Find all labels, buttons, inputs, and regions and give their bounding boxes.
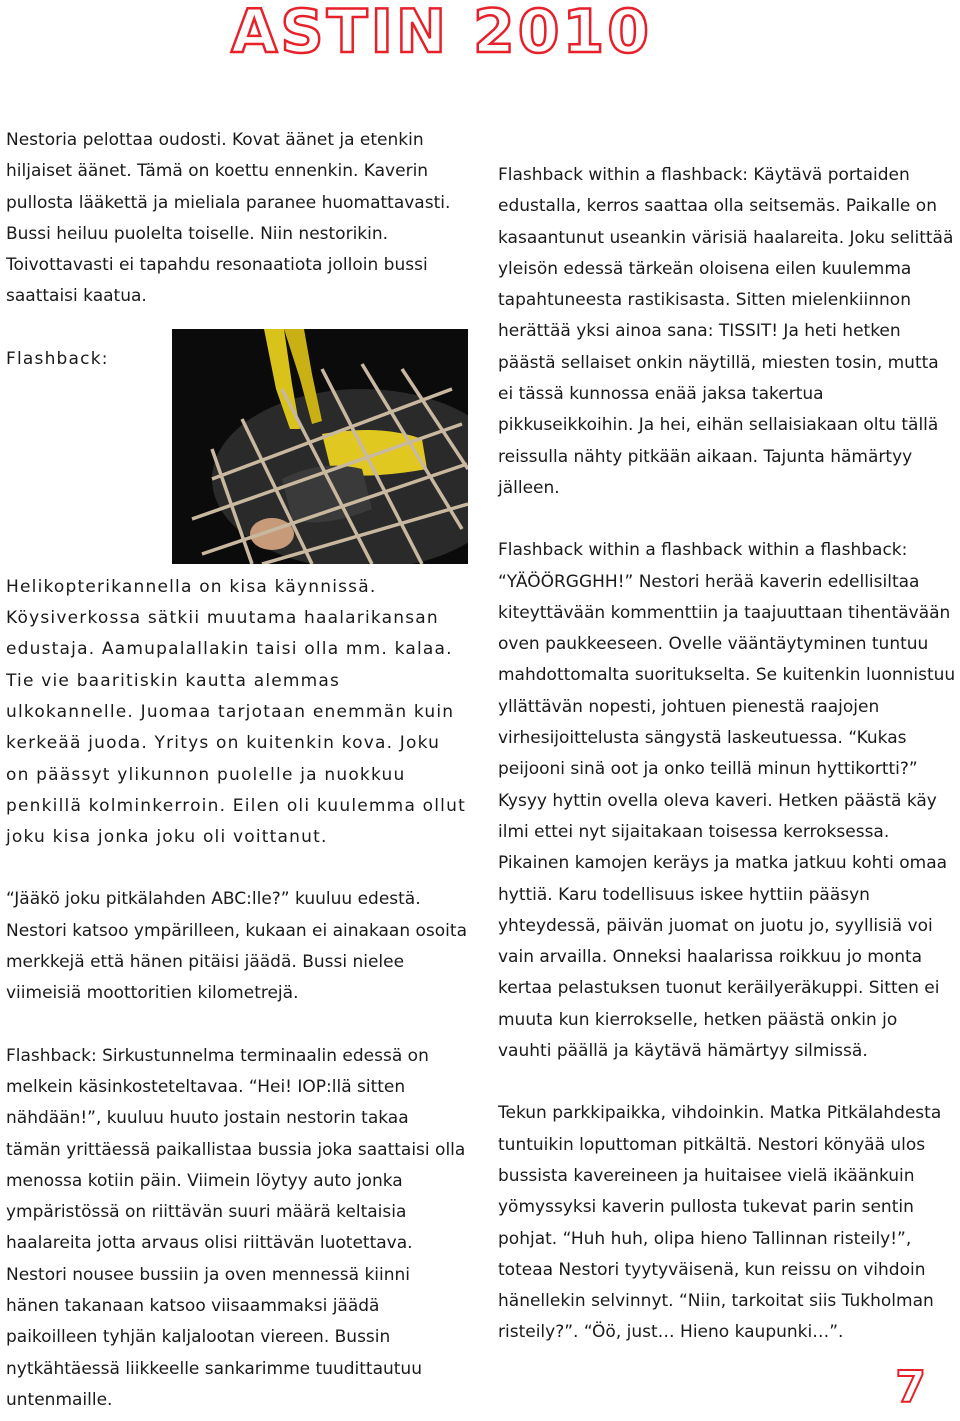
right-column [498, 160, 956, 1349]
page-title: ASTIN 2010 [231, 0, 652, 67]
page-number: 7 [895, 1362, 926, 1413]
paragraph-flashback-terminaali: Flashback: Sirkustunnelma terminaalin edessä on melkein käsinkosteteltavaa. “Hei! IOP:llä sitten nähdään!”, kuuluu huuto jostain nestorin takaa tämän yrittäessä paikallistaa bussia joka saattaisi olla menossa kotiin päin. Viimein löytyy auto jonka ympäristössä on riittävän suuri määrä keltaisia haalareita jotta arvaus olisi riittävän luotettava. Nestori nousee bussiin ja oven mennessä kiinni hänen takanaan katsoo viisaammaksi jäädä paikoilleen tyhjän kaljalootan viereen. Bussin nytkähtäessä liikkeelle sankarimme tuudittautuu untenmaille. [6, 1045, 466, 1410]
paragraph-tekun-parkkipaikka: Tekun parkkipaikka, vihdoinkin. Matka Pitkälahdesta tuntuikin loputtoman pitkältä. Nestori könyää ulos bussista kavereineen ja huitaisee vielä ikäänkuin yömyssyksi kaverin pullosta tukevat parin sentin pohjat. “Huh huh, olipa hieno Tallinnan risteily!”, toteaa Nestori tyytyväisenä, kun reissu on vihdoin hänellekin selvinnyt. “Niin, tarkoitat siis Tukholman risteily?”. “Öö, just… Hieno kaupunki…”. [498, 1103, 942, 1343]
rope-net-illustration [172, 329, 468, 564]
left-column [6, 125, 468, 1416]
paragraph-flashback-hytti: Flashback within a flashback within a flashback: “YÄÖÖRGGHH!” Nestori herää kaverin edellisiltaa kiteyttävään kommenttiin ja taajuuttaan tihentävään oven paukkeeseen. Ovelle vääntäytyminen tuntuu mahdottomalta suoritukselta. Se kuitenkin luonnistuu yllättävän nopesti, johtuen pienestä raajojen virhesijoittelusta sängystä laskeutuessa. “Kukas peijooni sinä oot ja onko teillä minun hyttikortti?” Kysyy hyttin ovella oleva kaveri. Hetken päästä käy ilmi ettei nyt sijaitakaan toisessa kerroksessa. Pikainen kamojen keräys ja matka jatkuu kohti omaa hyttiä. Karu todellisuus iskee hyttiin pääsyn yhteydessä, päivän juomat on juotu jo, syyllisiä voi vain arvailla. Onneksi haalarissa roikkuu jo monta kertaa pelastuksen tuonut keräilyeräkuppi. Sitten ei muuta kun kierrokselle, hetken päästä onkin jo vauhti päällä ja käytävä hämärtyy silmissä. [498, 540, 956, 1062]
photo-frame [172, 329, 468, 564]
paragraph-abc: “Jääkö joku pitkälahden ABC:lle?” kuuluu edestä. Nestori katsoo ympärilleen, kukaan ei ainakaan osoita merkkejä että hänen pitäisi jäädä. Bussi nielee viimeisiä moottoritien kilometrejä. [6, 889, 467, 1004]
paragraph-intro: Nestoria pelottaa oudosti. Kovat äänet ja etenkin hiljaiset äänet. Tämä on koettu ennenkin. Kaverin pullosta lääkettä ja mieliala paranee huomattavasti. Bussi heiluu puolelta toiselle. Niin nestorikin. Toivottavasti ei tapahdu resonaatiota jolloin bussi saattaisi kaatua. [6, 130, 451, 307]
paragraph-flashback-kaytava: Flashback within a flashback: Käytävä portaiden edustalla, kerros saattaa olla seitsemäs. Paikalle on kasaantunut useankin värisiä haalareita. Joku selittää yleisön edessä tärkeän oloisena eilen kuulemma tapahtuneesta rastikisasta. Sitten mielenkiinnon herättää yksi ainoa sana: TISSIT! Ja heti hetken päästä sellaiset onkin näytillä, miesten tosin, mutta ei tässä kunnossa enää jaksa takertua pikkuseikkoihin. Ja hei, eihän sellaisiakaan oltu tällä reissulla nähty pitkään aikaan. Tajunta hämärtyy jälleen. [498, 165, 954, 498]
rope-net-photo [172, 329, 468, 564]
paragraph-flashback-helikopteri: Flashback: Helikopterikannella on kisa käynnissä. Köysiverkossa sätkii muutama haalarikansan edustaja. Aamupalallakin taisi olla mm. kalaa. Tie vie baaritiskin kautta alemmas ulkokannelle. Juomaa tarjotaan enemmän kuin kerkeää juoda. Yritys on kuitenkin kova. Joku on päässyt ylikunnon puolelle ja nuokkuu penkillä kolminkerroin. Eilen oli kuulemma ollut joku kisa jonka joku oli voittanut. [6, 348, 466, 848]
